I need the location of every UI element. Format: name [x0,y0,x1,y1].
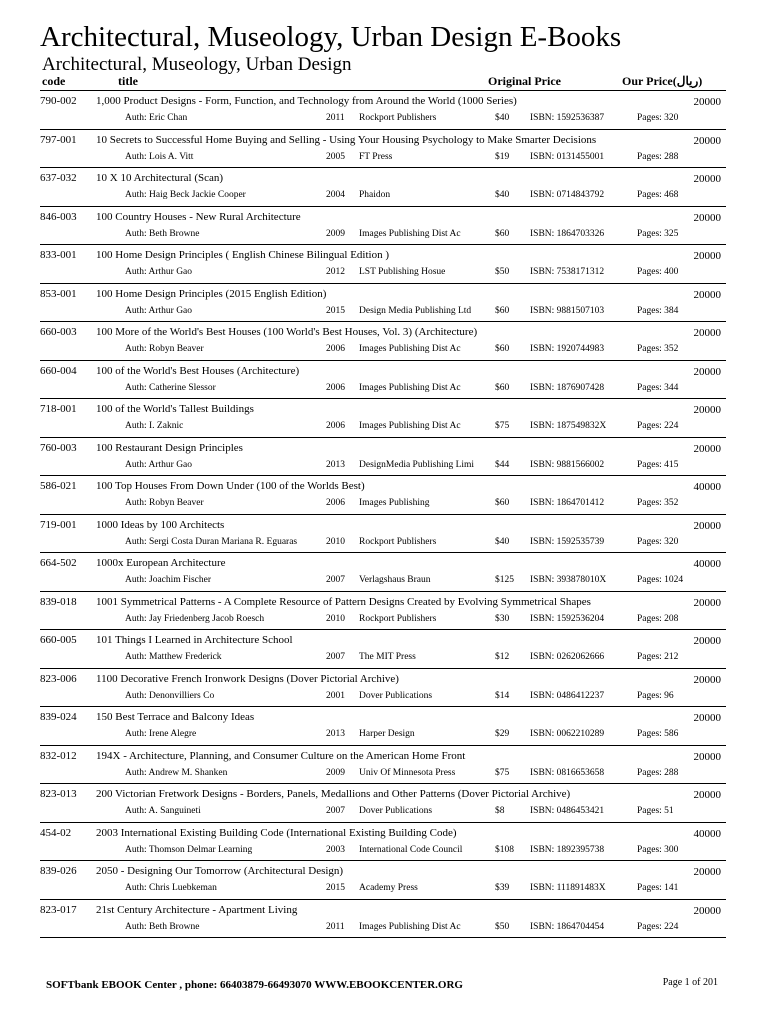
book-code: 839-018 [40,595,77,608]
book-pages: Pages: 208 [637,613,679,624]
original-price: $60 [495,305,510,316]
list-item [40,207,726,246]
book-isbn: ISBN: 0714843792 [530,190,605,200]
book-author: Auth: Irene Alegre [125,729,197,739]
book-pages: Pages: 325 [637,228,679,239]
book-title: 2003 International Existing Building Code (International Existing Building Code) [96,826,457,839]
book-pages: Pages: 300 [637,844,679,855]
book-year: 2007 [326,652,345,662]
original-price: $60 [495,228,510,239]
book-author: Auth: Arthur Gao [125,267,193,277]
list-item [40,861,726,900]
book-author: Auth: Robyn Beaver [125,498,204,508]
our-price: 40000 [693,558,721,570]
book-pages: Pages: 224 [637,421,679,431]
book-author: Auth: Robyn Beaver [125,344,204,354]
our-price: 20000 [693,365,721,378]
book-year: 2011 [326,113,345,123]
book-pages: Pages: 288 [637,767,679,778]
column-header-code: code [42,74,66,88]
book-publisher: Images Publishing Dist Ac [359,921,461,932]
original-price: $39 [495,883,510,893]
book-isbn: ISBN: 1876907428 [530,382,605,393]
book-title: 100 Country Houses - New Rural Architecture [96,210,301,223]
book-isbn: ISBN: 0062210289 [530,729,605,739]
book-pages: Pages: 51 [637,806,674,816]
book-pages: Pages: 384 [637,305,679,316]
book-publisher: Academy Press [359,883,418,893]
book-publisher: FT Press [359,151,393,162]
book-year: 2003 [326,844,345,855]
book-pages: Pages: 586 [637,729,679,739]
book-year: 2010 [326,613,345,624]
original-price: $19 [495,151,510,162]
list-item [40,707,726,746]
book-author: Auth: Andrew M. Shanken [125,767,228,778]
book-isbn: ISBN: 393878010X [530,575,607,585]
book-year: 2012 [326,267,345,277]
book-pages: Pages: 96 [637,690,674,701]
book-year: 2005 [326,151,345,162]
book-publisher: Univ Of Minnesota Press [359,767,456,778]
our-price: 20000 [693,789,721,801]
list-item [40,438,726,477]
book-publisher: Images Publishing Dist Ac [359,382,461,393]
book-author: Auth: Beth Browne [125,228,200,239]
book-author: Auth: Lois A. Vitt [125,151,194,162]
list-item [40,784,726,823]
our-price: 20000 [693,519,721,532]
book-title: 10 Secrets to Successful Home Buying and Selling - Using Your Housing Psychology to Make Smarter Decisions [96,133,597,146]
original-price: $40 [495,190,510,200]
book-title: 1001 Symmetrical Patterns - A Complete Resource of Pattern Designs Created by Evolving Symmetrical Shapes [96,595,591,608]
book-publisher: Images Publishing [359,498,430,508]
book-author: Auth: A. Sanguineti [125,806,201,816]
book-code: 790-002 [40,95,77,107]
book-isbn: ISBN: 9881507103 [530,305,605,316]
book-isbn: ISBN: 1592536204 [530,613,605,624]
book-author: Auth: Eric Chan [125,113,188,123]
our-price: 20000 [693,404,721,416]
list-item [40,322,726,361]
column-header-original-price: Original Price [488,74,561,88]
book-title: 1000x European Architecture [96,557,226,569]
book-publisher: Verlagshaus Braun [359,575,431,585]
book-year: 2013 [326,459,345,470]
original-price: $40 [495,536,510,547]
book-year: 2011 [326,921,345,932]
our-price: 20000 [693,596,721,609]
our-price: 20000 [693,442,721,455]
book-author: Auth: Thomson Delmar Learning [125,844,253,855]
book-code: 718-001 [40,403,77,415]
book-author: Auth: Catherine Slessor [125,382,216,393]
book-publisher: LST Publishing Hosue [359,267,446,277]
book-author: Auth: Haig Beck Jackie Cooper [125,190,246,200]
book-publisher: Images Publishing Dist Ac [359,228,461,239]
book-publisher: Design Media Publishing Ltd [359,305,472,316]
book-title: 194X - Architecture, Planning, and Consumer Culture on the American Home Front [96,749,466,762]
book-author: Auth: Arthur Gao [125,305,193,316]
book-author: Auth: Beth Browne [125,921,200,932]
our-price: 20000 [693,866,721,878]
book-year: 2006 [326,498,345,508]
book-isbn: ISBN: 0486453421 [530,806,605,816]
book-title: 100 Home Design Principles ( English Chinese Bilingual Edition ) [96,249,389,261]
original-price: $50 [495,267,510,277]
book-code: 823-013 [40,788,77,800]
book-year: 2006 [326,421,345,431]
book-isbn: ISBN: 0262062666 [530,652,605,662]
original-price: $108 [495,844,514,855]
original-price: $8 [495,806,505,816]
original-price: $75 [495,421,510,431]
book-title: 200 Victorian Fretwork Designs - Borders, Panels, Medallions and Other Patterns (Dover Pictorial Archive) [96,788,571,800]
book-author: Auth: Chris Luebkeman [125,883,217,893]
original-price: $60 [495,344,510,354]
book-isbn: ISBN: 1864704454 [530,921,605,932]
page-number: Page 1 of 201 [662,977,718,988]
original-price: $12 [495,652,510,662]
book-code: 846-003 [40,210,77,223]
book-code: 853-001 [40,287,77,300]
original-price: $60 [495,498,510,508]
book-year: 2006 [326,344,345,354]
book-title: 2050 - Designing Our Tomorrow (Architectural Design) [96,865,344,877]
book-pages: Pages: 400 [637,267,679,277]
book-title: 150 Best Terrace and Balcony Ideas [96,711,255,723]
book-code: 660-004 [40,364,77,377]
book-year: 2007 [326,806,345,816]
original-price: $14 [495,690,510,701]
book-code: 832-012 [40,749,77,762]
our-price: 20000 [693,712,721,724]
list-item [40,823,726,862]
book-year: 2013 [326,729,345,739]
our-price: 40000 [693,827,721,840]
list-item [40,91,726,130]
our-price: 20000 [693,250,721,262]
our-price: 20000 [693,750,721,763]
book-author: Auth: Matthew Frederick [125,652,222,662]
book-publisher: Dover Publications [359,806,433,816]
book-code: 637-032 [40,172,77,184]
book-author: Auth: Jay Friedenberg Jacob Roesch [125,613,265,624]
book-title: 101 Things I Learned in Architecture School [96,634,293,646]
book-publisher: Dover Publications [359,690,433,701]
book-code: 660-005 [40,634,77,646]
our-price: 20000 [693,96,721,108]
book-author: Auth: I. Zaknic [125,421,184,431]
book-title: 100 Home Design Principles (2015 English Edition) [96,287,327,300]
book-author: Auth: Joachim Fischer [125,575,212,585]
book-pages: Pages: 320 [637,536,679,547]
book-isbn: ISBN: 1864703326 [530,228,605,239]
page-subtitle: Architectural, Museology, Urban Design [42,54,352,75]
list-item [40,168,726,207]
book-pages: Pages: 320 [637,113,679,123]
book-year: 2015 [326,305,345,316]
book-isbn: ISBN: 111891483X [530,883,606,893]
book-author: Auth: Denonvilliers Co [125,690,215,701]
book-publisher: Rockport Publishers [359,113,437,123]
page-title: Architectural, Museology, Urban Design E-Books [40,21,622,53]
book-author: Auth: Sergi Costa Duran Mariana R. Eguaras [125,536,298,547]
book-code: 823-017 [40,903,77,916]
original-price: $50 [495,921,510,932]
book-code: 833-001 [40,249,77,261]
list-item [40,746,726,785]
list-item [40,284,726,323]
list-item [40,669,726,708]
original-price: $125 [495,575,514,585]
book-pages: Pages: 212 [637,652,679,662]
book-title: 100 Restaurant Design Principles [96,441,243,454]
book-publisher: The MIT Press [359,652,416,662]
book-code: 797-001 [40,133,77,146]
book-pages: Pages: 1024 [637,575,684,585]
book-title: 21st Century Architecture - Apartment Living [96,903,298,916]
our-price: 20000 [693,288,721,301]
book-isbn: ISBN: 9881566002 [530,459,605,470]
book-pages: Pages: 468 [637,190,679,200]
book-publisher: Phaidon [359,190,391,200]
book-year: 2015 [326,883,345,893]
book-isbn: ISBN: 1592535739 [530,536,605,547]
book-isbn: ISBN: 1592536387 [530,113,605,123]
list-item [40,515,726,554]
book-pages: Pages: 288 [637,151,679,162]
original-price: $60 [495,382,510,393]
original-price: $75 [495,767,510,778]
book-pages: Pages: 352 [637,498,679,508]
footer-contact: SOFTbank EBOOK Center , phone: 66403879-66493070 WWW.EBOOKCENTER.ORG [46,979,463,991]
list-item [40,399,726,438]
book-isbn: ISBN: 1892395738 [530,844,605,855]
book-code: 839-026 [40,865,77,877]
book-year: 2009 [326,767,345,778]
book-isbn: ISBN: 187549832X [530,421,607,431]
book-isbn: ISBN: 0486412237 [530,690,605,701]
book-code: 719-001 [40,518,77,531]
list-item [40,630,726,669]
book-isbn: ISBN: 0131455001 [530,151,605,162]
book-code: 586-021 [40,480,77,492]
list-item [40,592,726,631]
book-year: 2001 [326,690,345,701]
book-publisher: Images Publishing Dist Ac [359,421,461,431]
our-price: 20000 [693,673,721,686]
our-price: 20000 [693,904,721,917]
book-list [40,91,726,938]
book-code: 664-502 [40,557,77,569]
book-title: 1000 Ideas by 100 Architects [96,518,225,531]
book-code: 760-003 [40,441,77,454]
book-isbn: ISBN: 1920744983 [530,344,605,354]
list-item [40,476,726,515]
book-title: 10 X 10 Architectural (Scan) [96,172,224,184]
book-author: Auth: Arthur Gao [125,459,193,470]
book-publisher: Rockport Publishers [359,536,437,547]
book-publisher: Rockport Publishers [359,613,437,624]
book-publisher: International Code Council [359,844,463,855]
list-item [40,900,726,939]
book-code: 823-006 [40,672,77,685]
our-price: 20000 [693,327,721,339]
book-publisher: DesignMedia Publishing Limi [359,459,475,470]
book-year: 2007 [326,575,345,585]
book-title: 100 More of the World's Best Houses (100 World's Best Houses, Vol. 3) (Architecture) [96,326,478,338]
book-title: 100 of the World's Best Houses (Architecture) [96,364,300,377]
book-isbn: ISBN: 0816653658 [530,767,605,778]
our-price: 20000 [693,134,721,147]
book-pages: Pages: 352 [637,344,679,354]
our-price: 20000 [693,635,721,647]
book-isbn: ISBN: 1864701412 [530,498,605,508]
book-code: 660-003 [40,326,77,338]
book-title: 100 Top Houses From Down Under (100 of the Worlds Best) [96,480,365,492]
book-title: 1100 Decorative French Ironwork Designs (Dover Pictorial Archive) [96,672,399,685]
original-price: $40 [495,113,510,123]
list-item [40,130,726,169]
column-header-title: title [118,74,138,88]
book-isbn: ISBN: 7538171312 [530,267,605,277]
book-publisher: Images Publishing Dist Ac [359,344,461,354]
book-title: 100 of the World's Tallest Buildings [96,403,254,415]
book-year: 2010 [326,536,345,547]
book-pages: Pages: 344 [637,382,679,393]
our-price: 20000 [693,211,721,224]
our-price: 40000 [693,481,721,493]
list-item [40,553,726,592]
book-pages: Pages: 224 [637,921,679,932]
our-price: 20000 [693,173,721,185]
book-year: 2009 [326,228,345,239]
book-pages: Pages: 415 [637,459,679,470]
list-item [40,245,726,284]
book-title: 1,000 Product Designs - Form, Function, and Technology from Around the World (1000 Series) [96,95,517,107]
book-publisher: Harper Design [359,729,415,739]
book-year: 2006 [326,382,345,393]
original-price: $44 [495,459,510,470]
column-header-our-price: Our Price(ریال) [622,74,703,88]
book-code: 839-024 [40,711,77,723]
book-pages: Pages: 141 [637,883,679,893]
book-year: 2004 [326,190,345,200]
original-price: $30 [495,613,510,624]
list-item [40,361,726,400]
original-price: $29 [495,729,510,739]
book-code: 454-02 [40,826,72,839]
